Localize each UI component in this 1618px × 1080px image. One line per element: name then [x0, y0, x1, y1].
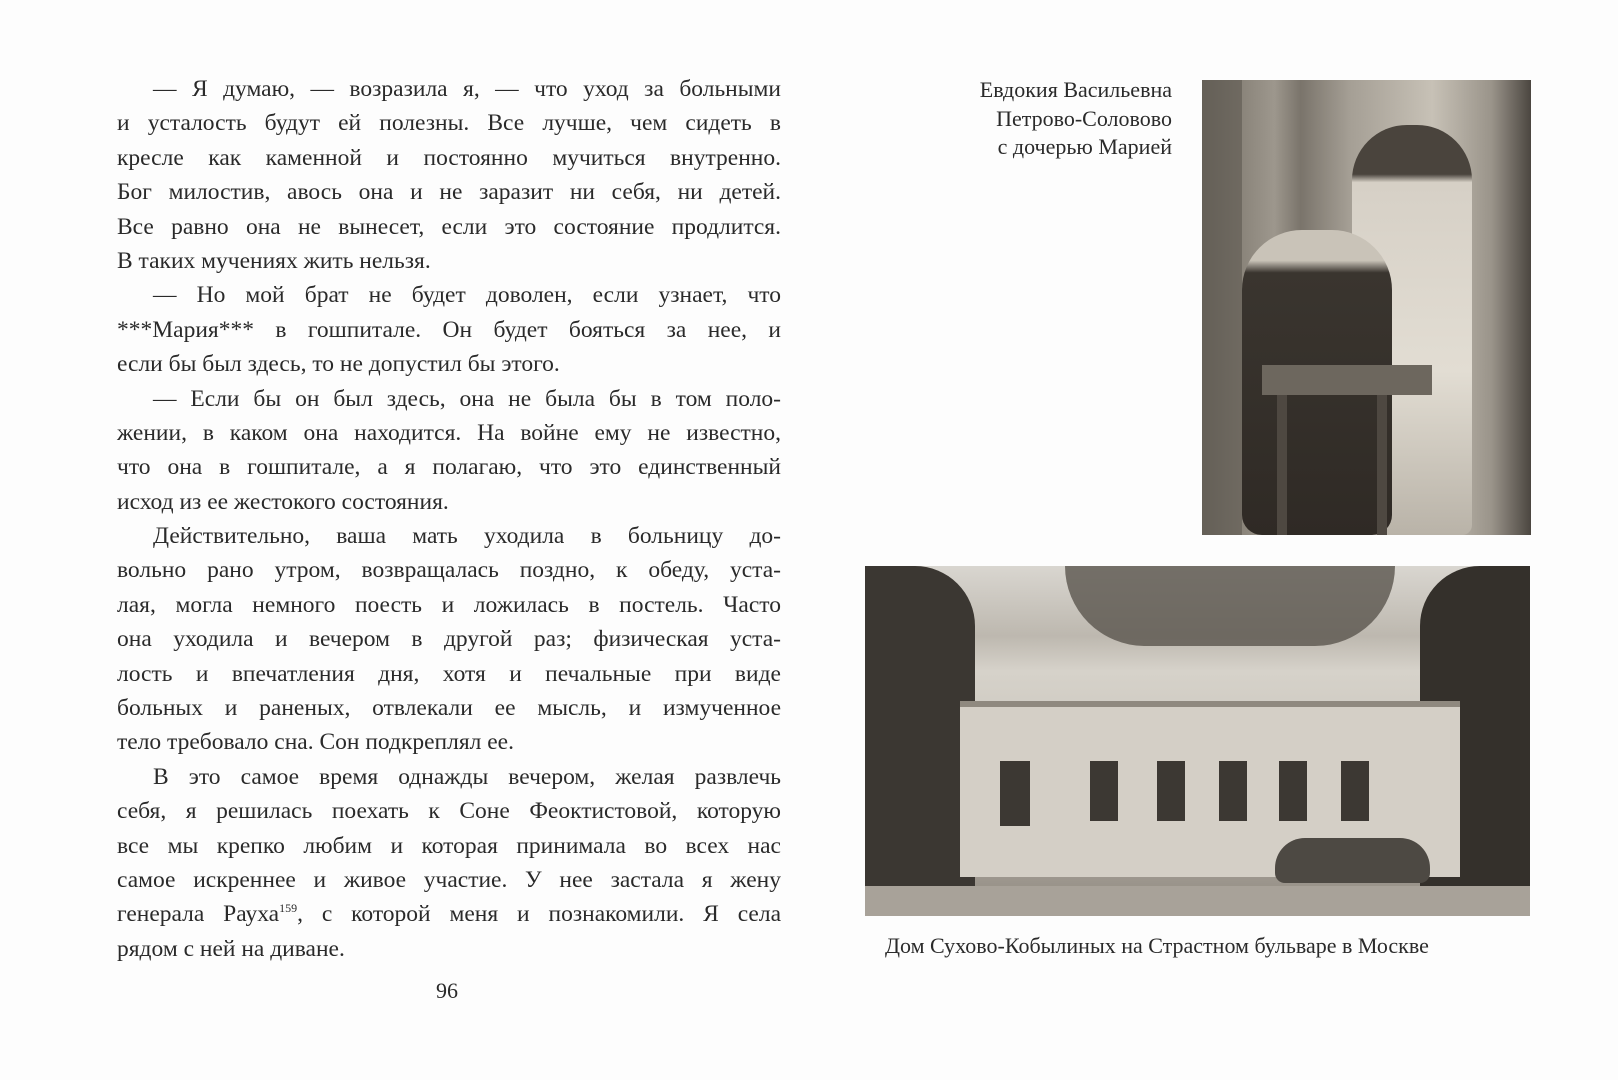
text-line: Все равно она не вынесет, если это состояние продлится. [117, 213, 781, 240]
window [1219, 761, 1247, 821]
text-line: больных и раненых, отвлекали ее мысль, и измученное [117, 695, 781, 722]
text-line: кресле как каменной и постоянно мучиться внутренно. [117, 144, 781, 171]
photo2-caption: Дом Сухово-Кобылиных на Страстном бульваре в Москве [885, 933, 1429, 958]
text-line: все мы крепко любим и которая принимала во всех нас [117, 832, 781, 859]
footnote-ref: 159 [279, 901, 298, 916]
text-line: тело требовало сна. Сон подкреплял ее. [117, 729, 514, 756]
portrait-photo [1202, 80, 1531, 535]
text-line: Бог милостив, авось она и не заразит ни себя, ни детей. [117, 179, 781, 206]
column-shape [1202, 80, 1242, 535]
text-line: ***Мария*** в гошпитале. Он будет бояться за нее, и [117, 316, 781, 343]
text-line: В это самое время однажды вечером, желая развлечь [153, 763, 781, 790]
caption-line: Петрово-Соловово [996, 105, 1172, 131]
photo1-caption [980, 76, 1172, 162]
window [1157, 761, 1185, 821]
text-line: рядом с ней на диване. [117, 935, 345, 962]
caption-line: с дочерью Марией [997, 134, 1172, 159]
text-line: — Я думаю, — возразила я, — что уход за больными [153, 76, 781, 102]
text-line: Действительно, ваша мать уходила в больницу до- [153, 523, 781, 550]
text-line: что она в гошпитале, а я полагаю, что это единственный [117, 454, 781, 481]
text-line: она уходила и вечером в другой раз; физическая уста- [117, 626, 781, 653]
text-line: самое искреннее и живое участие. У нее застала я жену [117, 866, 781, 893]
text-line: если бы был здесь, то не допустил бы этого. [117, 351, 560, 378]
text-line: жении, в каком она находится. На войне ему не известно, [117, 419, 781, 446]
text-line: исход из ее жестокого состояния. [117, 488, 449, 515]
text-line [117, 897, 781, 931]
street [865, 886, 1530, 916]
text-line: В таких мучениях жить нельзя. [117, 247, 431, 274]
text-fragment: генерала Рауха [117, 901, 280, 928]
house-photo [865, 566, 1530, 916]
text-line: вольно рано утром, возвращалась поздно, к обеду, уста- [117, 557, 781, 584]
page-number: 96 [436, 978, 458, 1003]
car [1275, 838, 1430, 883]
window [1341, 761, 1369, 821]
window [1090, 761, 1118, 821]
tree-left [865, 566, 975, 896]
text-line: — Но мой брат не будет доволен, если узнает, что [153, 282, 781, 309]
left-page-text [117, 72, 781, 966]
trees-top [1065, 566, 1395, 646]
text-line: лая, могла немного поесть и ложилась в постель. Часто [117, 591, 781, 618]
text-line: — Если бы он был здесь, она не была бы в том поло- [153, 385, 781, 412]
text-line: лость и впечатления дня, хотя и печальные при виде [117, 660, 781, 687]
window [1279, 761, 1307, 821]
table-leg [1377, 395, 1387, 535]
text-line: и усталость будут ей полезны. Все лучше, чем сидеть в [117, 110, 781, 137]
caption-line: Евдокия Васильевна [979, 77, 1172, 102]
text-line: себя, я решилась поехать к Соне Феоктистовой, которую [117, 798, 781, 825]
text-fragment: , с которой меня и познакомили. Я села [297, 901, 782, 928]
window [1000, 761, 1030, 826]
table-shape [1262, 365, 1432, 395]
table-leg [1277, 395, 1287, 535]
